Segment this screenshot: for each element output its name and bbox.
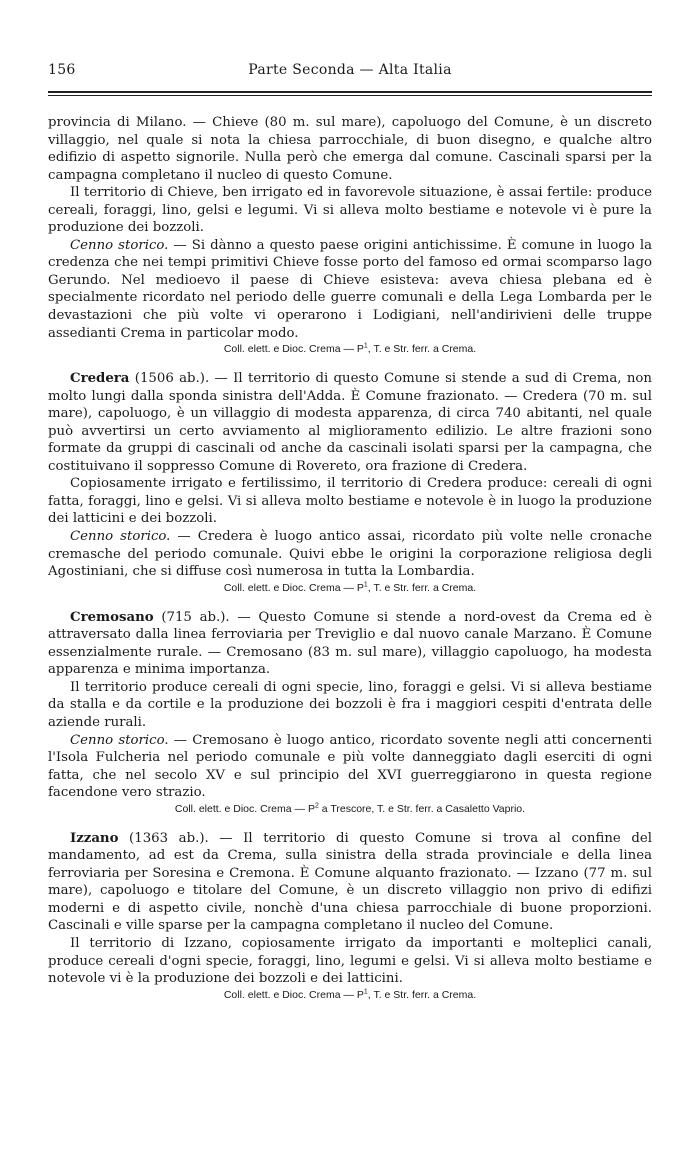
page-number: 156: [48, 62, 76, 78]
cremosano-territory: Il territorio produce cereali di ogni specie, lino, foraggi e gelsi. Vi si alleva bestiame da stalla e da cortile e la produzione dei bozzoli è fra i maggiori cespiti d'entrata delle aziende rurali.: [48, 679, 652, 730]
page-body: [48, 114, 652, 1002]
credera-history: Cenno storico. — Credera è luogo antico assai, ricordato più volte nelle cronache cremasche del periodo comunale. Quivi ebbe le origini la corporazione religiosa degli Agostiniani, che si diffuse così numerosa in tutta la Lombardia.: [48, 529, 652, 580]
entry-heading-credera: Credera: [70, 371, 130, 387]
chieve-territory: Il territorio di Chieve, ben irrigato ed in favorevole situazione, è assai fertile: produce cereali, foraggi, lino, gelsi e legumi. Vi si alleva molto bestiame e notevole vi è pure la produzione dei bozzoli.: [48, 185, 652, 236]
running-title: Parte Seconda — Alta Italia: [248, 62, 452, 78]
chieve-history: [48, 237, 652, 342]
izzano-territory: Il territorio di Izzano, copiosamente irrigato da importanti e molteplici canali, produce cereali d'ogni specie, foraggi, lino, legumi e gelsi. Vi si alleva molto bestiame e notevole vi è la produzione dei bozzoli e dei latticini.: [48, 935, 652, 987]
chieve-description: provincia di Milano. — Chieve (80 m. sul mare), capoluogo del Comune, è un discreto villaggio, nel quale si nota la chiesa parrocchiale, di buon disegno, e qualche altro edifizio di aspetto signorile. Nulla però che emerga dal comune. Cascinali sparsi per la campagna completano il nucleo di questo Comune.: [48, 115, 652, 183]
history-text: — Si dànno a questo paese origini antichissime. È comune in luogo la credenza che nei tempi primitivi Chieve fosse porto del famoso ed ormai scomparso lago Gerundo. Nel medioevo il paese di Chieve esisteva: aveva chiesa plebana ed è specialmente ricordato nel periodo delle guerre comunali e della Lega Lombarda per le devastazioni che più volte vi operarono i Lodigiani, nell'andirivieni delle truppe assedianti Crema in particolar modo.: [48, 237, 652, 341]
izzano-references: Coll. elett. e Dioc. Crema — $P^1$, T. e Str. ferr. a Crema.: [223, 988, 477, 1001]
header-rule: [48, 91, 652, 93]
cremosano-entry: Cremosano (715 ab.). — Questo Comune si stende a nord-ovest da Crema ed è attraversato dalla linea ferroviaria per Treviglio e dal nuovo canale Marzano. È Comune essenzialmente rurale. — Cremosano (83 m. sul mare), villaggio capoluogo, ha modesta apparenza e minima importanza.: [48, 609, 652, 678]
chieve-references: Coll. elett. e Dioc. Crema — $P^1$, T. e Str. ferr. a Crema.: [223, 342, 477, 356]
running-header: [48, 62, 652, 86]
header-rule-thin: [48, 95, 652, 96]
history-label: Cenno storico.: [70, 237, 169, 253]
entry-heading-cremosano: Cremosano: [70, 609, 154, 625]
izzano-entry: Izzano (1363 ab.). — Il territorio di questo Comune si trova al confine del mandamento, ad est da Crema, sulla sinistra della strada provinciale e della linea ferroviaria per Soresina e Cremona. È Comune alquanto frazionato. — Izzano (77 m. sul mare), capoluogo e titolare del Comune, è un discreto villaggio non privo di edifizi moderni e di aspetto civile, nonchè d'una chiesa parrocchiale di buone proporzioni. Cascinali e ville sparse per la campagna completano il nucleo del Comune.: [48, 830, 652, 934]
credera-entry: Credera (1506 ab.). — Il territorio di questo Comune si stende a sud di Crema, non molto lungi dalla sponda sinistra dell'Adda. È Comune frazionato. — Credera (70 m. sul mare), capoluogo, è un villaggio di modesta apparenza, di circa 740 abitanti, nel quale può avvertirsi un certo avviamento al miglioramento edilizio. Le altre frazioni sono formate da gruppi di cascinali od anche da cascinali isolati sparsi per la campagna, che costituivano il soppresso Comune di Rovereto, ora frazione di Credera.: [48, 371, 652, 474]
cremosano-references: Coll. elett. e Dioc. Crema — $P^2$ a Trescore, T. e Str. ferr. a Casaletto Vaprio.: [174, 802, 526, 815]
entry-heading-izzano: Izzano: [70, 830, 119, 846]
cremosano-history: Cenno storico. — Cremosano è luogo antico, ricordato sovente negli atti concernenti l'Isola Fulcheria nel periodo comunale e più volte danneggiato dagli eserciti di ogni fatta, che nel secolo XV e sul principio del XVI guerreggiarono in questa regione facendone vero strazio.: [48, 732, 652, 801]
credera-territory: Copiosamente irrigato e fertilissimo, il territorio di Credera produce: cereali di ogni fatta, foraggi, lino e gelsi. Vi si alleva molto bestiame e notevole è in luogo la produzione dei latticini e dei bozzoli.: [48, 476, 652, 527]
credera-references: Coll. elett. e Dioc. Crema — $P^1$, T. e Str. ferr. a Crema.: [223, 581, 477, 594]
